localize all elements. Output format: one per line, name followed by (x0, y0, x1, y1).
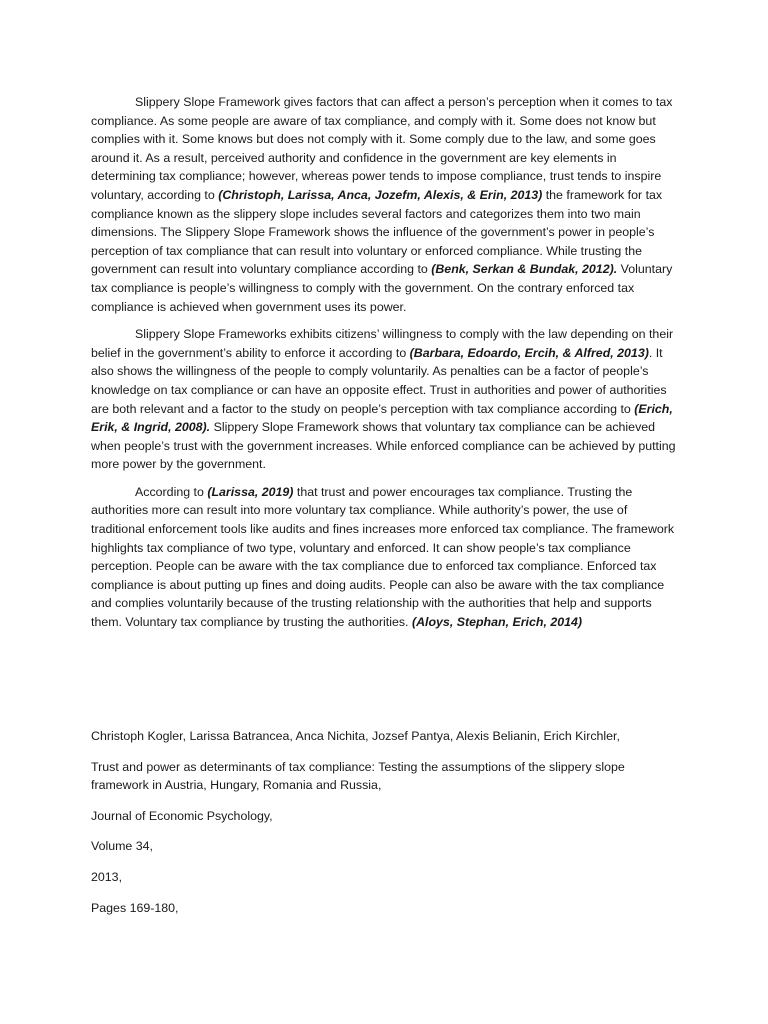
paragraph-text: According to (135, 484, 208, 499)
citation: (Benk, Serkan & Bundak, 2012). (431, 262, 618, 277)
paragraph-text: Slippery Slope Framework shows that voluntary tax compliance can be achieved when people’s trust with the government increases. While enforced compliance can be achieved by putting more power by the government. (91, 420, 676, 472)
paragraph (91, 483, 677, 632)
paragraph-text: Voluntary tax compliance is people’s willingness to comply with the government. On the contrary enforced tax compliance is achieved when government uses its power. (91, 262, 673, 314)
reference-section (91, 727, 677, 929)
citation: (Erich, Erik, & Ingrid, 2008). (91, 401, 673, 435)
reference-authors: Christoph Kogler, Larissa Batrancea, Anca Nichita, Jozsef Pantya, Alexis Belianin, Erich Kirchler, (91, 729, 620, 743)
reference-year: 2013, (91, 869, 123, 884)
reference-title: Trust and power as determinants of tax compliance: Testing the assumptions of the slippery slope framework in Austria, Hungary, Romania and Russia, (91, 759, 625, 793)
paragraph-text: . It also shows the willingness of the people to comply voluntarily. As penalties can be a factor of people’s knowledge on tax compliance or can have an opposite effect. Trust in authorities and power of authorities are both relevant and a factor to the study on people’s perception with tax compliance according to (91, 345, 667, 416)
paragraph-text: Slippery Slope Framework gives factors that can affect a person’s perception when it comes to tax compliance. As some people are aware of tax compliance, and comply with it. Some does not know but complies with it. Some knows but does not comply with it. Some comply due to the law, and some goes around it. As a result, perceived authority and confidence in the government are key elements in determining tax compliance; however, whereas power tends to impose compliance, trust tends to inspire voluntary, according to (91, 95, 673, 202)
reference-pages: Pages 169-180, (91, 900, 179, 915)
paragraph-text: that trust and power encourages tax compliance. Trusting the authorities more can result into more voluntary tax compliance. While authority’s power, the use of traditional enforcement tools like audits and fines increases more enforced tax compliance. The framework highlights tax compliance of two type, voluntary and enforced. It can show people’s tax compliance perception. People can be aware with the tax compliance due to enforced tax compliance. Enforced tax compliance is about putting up fines and doing audits. People can also be aware with the tax compliance and complies voluntarily because of the trusting relationship with the authorities that help and supports them. Voluntary tax compliance by trusting the authorities. (91, 484, 675, 630)
citation: (Barbara, Edoardo, Ercih, & Alfred, 2013) (409, 345, 649, 360)
paragraph-text: the framework for tax compliance known as the slippery slope includes several factors and categorizes them into two main dimensions. The Slippery Slope Framework shows the influence of the government’s power in people’s perception of tax compliance that can result into voluntary or enforced compliance. While trusting the government can result into voluntary compliance according to (91, 187, 663, 277)
paragraph (91, 325, 677, 474)
citation: (Aloys, Stephan, Erich, 2014) (411, 615, 583, 630)
paragraph-text: Slippery Slope Frameworks exhibits citizens’ willingness to comply with the law depending on their belief in the government’s ability to enforce it according to (91, 327, 674, 360)
reference-journal: Journal of Economic Psychology, (91, 808, 273, 823)
reference-volume: Volume 34, (91, 839, 153, 854)
citation: (Larissa, 2019) (207, 484, 294, 499)
document-body (91, 93, 677, 641)
paragraph (91, 93, 677, 316)
citation: (Christoph, Larissa, Anca, Jozefm, Alexis, & Erin, 2013) (218, 187, 543, 202)
